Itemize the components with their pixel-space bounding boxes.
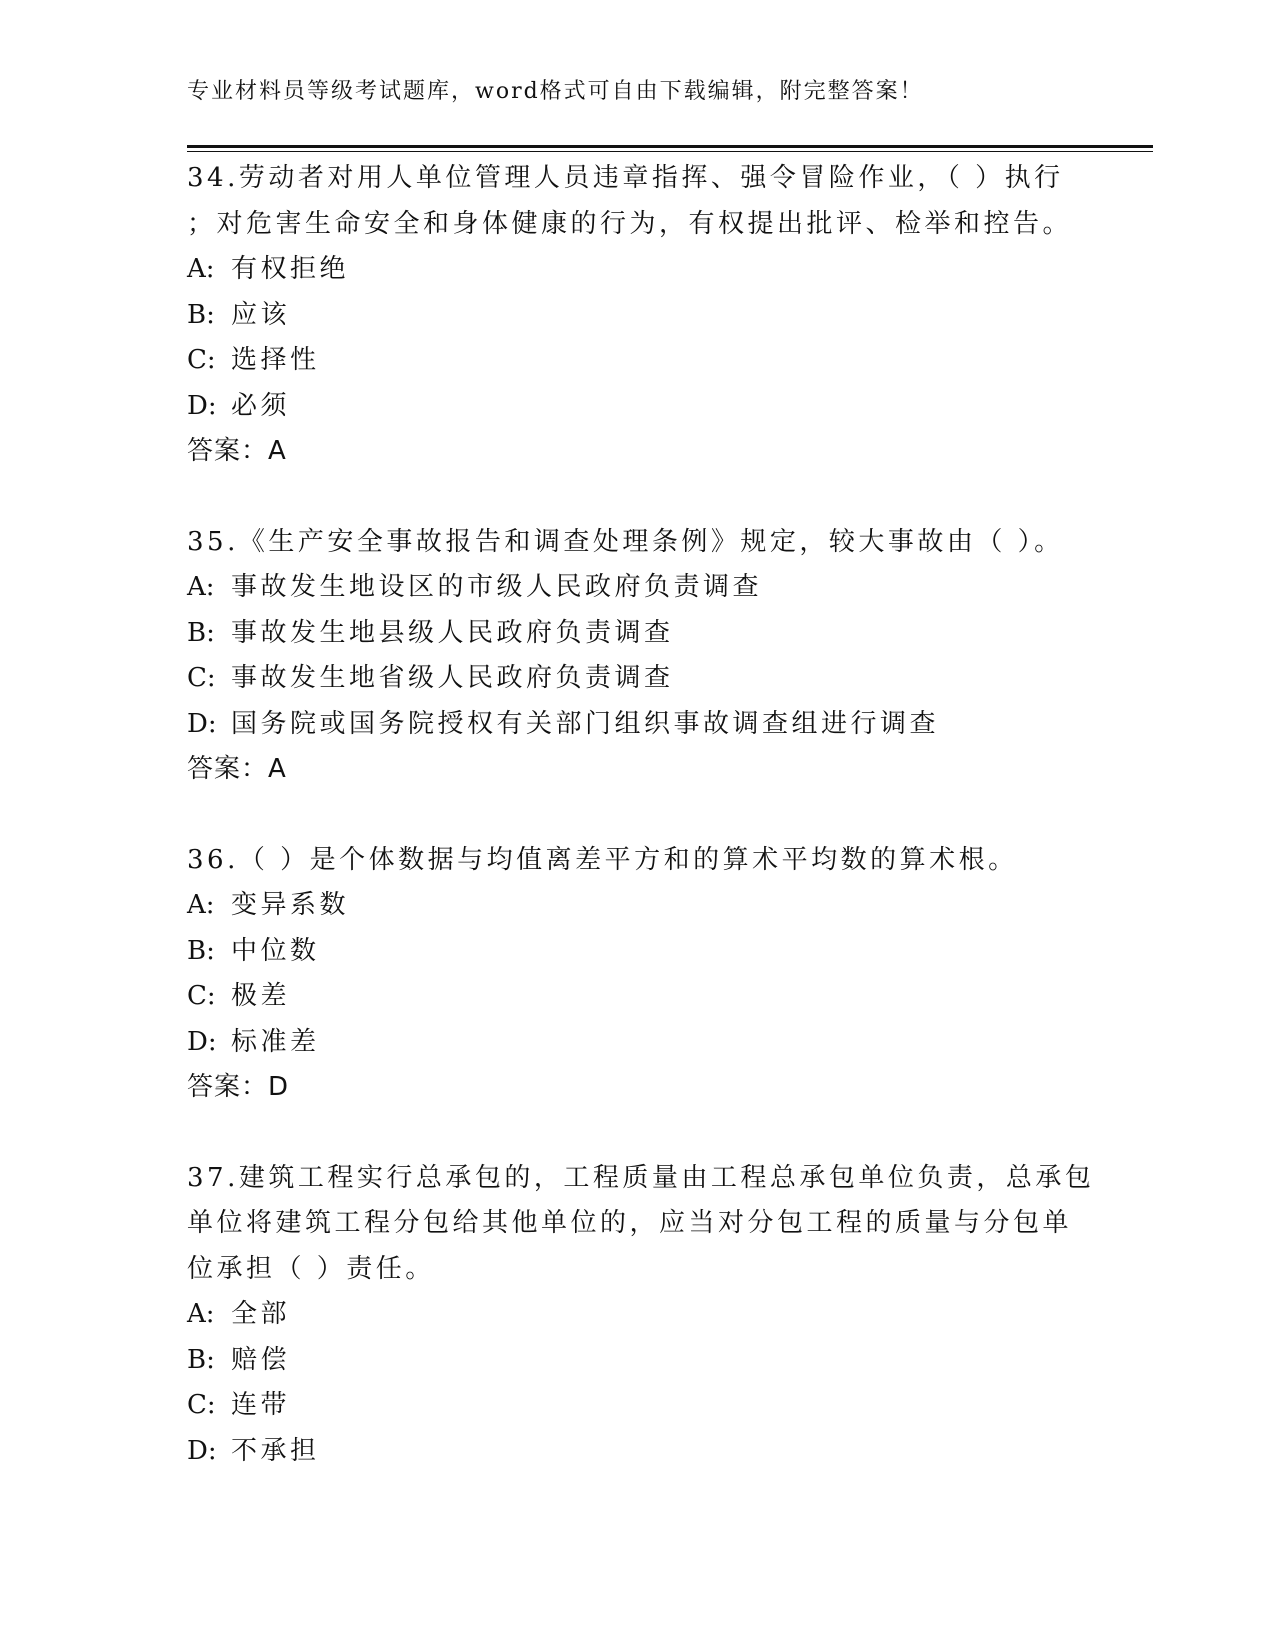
question-text-line: 36.（ ）是个体数据与均值离差平方和的算术平均数的算术根。 — [187, 844, 1018, 875]
option-text: 不承担 — [231, 1435, 320, 1466]
option-b — [187, 929, 1087, 975]
option-label: A: — [187, 254, 215, 284]
question-37 — [187, 1156, 1095, 1475]
question-text-line: 37.建筑工程实行总承包的，工程质量由工程总承包单位负责，总承包 — [187, 1162, 1095, 1193]
answer-line: 答案：A — [187, 436, 287, 466]
option-c — [187, 656, 1087, 702]
option-label: B: — [187, 935, 215, 966]
spacer — [187, 475, 1087, 520]
option-text: 应该 — [231, 299, 291, 330]
option-a — [187, 247, 1087, 293]
question-36 — [187, 838, 1087, 1111]
option-text: 事故发生地县级人民政府负责调查 — [231, 617, 674, 648]
question-34 — [187, 156, 1087, 475]
header-rule-thick — [187, 145, 1153, 148]
option-text: 赔偿 — [231, 1344, 291, 1375]
option-label: B: — [187, 617, 215, 648]
option-label: A: — [187, 1299, 215, 1329]
option-label: B: — [187, 299, 215, 330]
option-b — [187, 611, 1087, 657]
option-label: D: — [187, 708, 217, 739]
question-text-line: 单位将建筑工程分包给其他单位的，应当对分包工程的质量与分包单 — [187, 1208, 1073, 1238]
option-text: 事故发生地省级人民政府负责调查 — [231, 663, 674, 693]
option-c — [187, 1383, 1087, 1429]
page-header: 专业材料员等级考试题库，word格式可自由下载编辑，附完整答案！ — [187, 79, 924, 104]
option-text: 选择性 — [231, 345, 320, 375]
option-label: A: — [187, 890, 215, 920]
option-text: 极差 — [231, 981, 291, 1011]
option-a — [187, 565, 1087, 611]
option-text: 国务院或国务院授权有关部门组织事故调查组进行调查 — [231, 708, 940, 739]
option-a — [187, 1292, 1087, 1338]
question-text-line: 位承担（ ）责任。 — [187, 1253, 435, 1284]
option-label: C: — [187, 345, 216, 375]
option-text: 标准差 — [231, 1026, 320, 1057]
question-text-line: 35.《生产安全事故报告和调查处理条例》规定，较大事故由（ ）。 — [187, 526, 1064, 557]
option-b — [187, 293, 1087, 339]
option-label: D: — [187, 390, 217, 421]
question-35 — [187, 520, 1087, 793]
option-label: A: — [187, 572, 215, 602]
answer-line: 答案：A — [187, 754, 287, 784]
option-c — [187, 974, 1087, 1020]
option-label: C: — [187, 1390, 216, 1420]
option-text: 变异系数 — [231, 890, 350, 920]
question-text-line: 34.劳动者对用人单位管理人员违章指挥、强令冒险作业，（ ）执行 — [187, 163, 1064, 193]
option-text: 必须 — [231, 390, 291, 421]
option-a — [187, 883, 1087, 929]
header-rule-thin — [187, 151, 1153, 152]
option-label: B: — [187, 1344, 215, 1375]
option-text: 中位数 — [231, 935, 320, 966]
question-text-line: ；对危害生命安全和身体健康的行为，有权提出批评、检举和控告。 — [187, 208, 1073, 239]
option-c — [187, 338, 1087, 384]
option-text: 全部 — [231, 1299, 291, 1329]
option-text: 事故发生地设区的市级人民政府负责调查 — [231, 572, 763, 602]
option-d — [187, 1020, 1087, 1066]
option-d — [187, 702, 1087, 748]
answer-line: 答案：D — [187, 1072, 290, 1102]
option-text: 连带 — [231, 1390, 291, 1420]
option-label: D: — [187, 1026, 217, 1057]
option-label: D: — [187, 1435, 217, 1466]
option-b — [187, 1338, 1087, 1384]
option-text: 有权拒绝 — [231, 254, 350, 284]
question-list — [187, 156, 1095, 1474]
option-label: C: — [187, 663, 216, 693]
option-d — [187, 1429, 1087, 1475]
spacer — [187, 1111, 1087, 1156]
option-d — [187, 384, 1087, 430]
option-label: C: — [187, 981, 216, 1011]
spacer — [187, 793, 1087, 838]
